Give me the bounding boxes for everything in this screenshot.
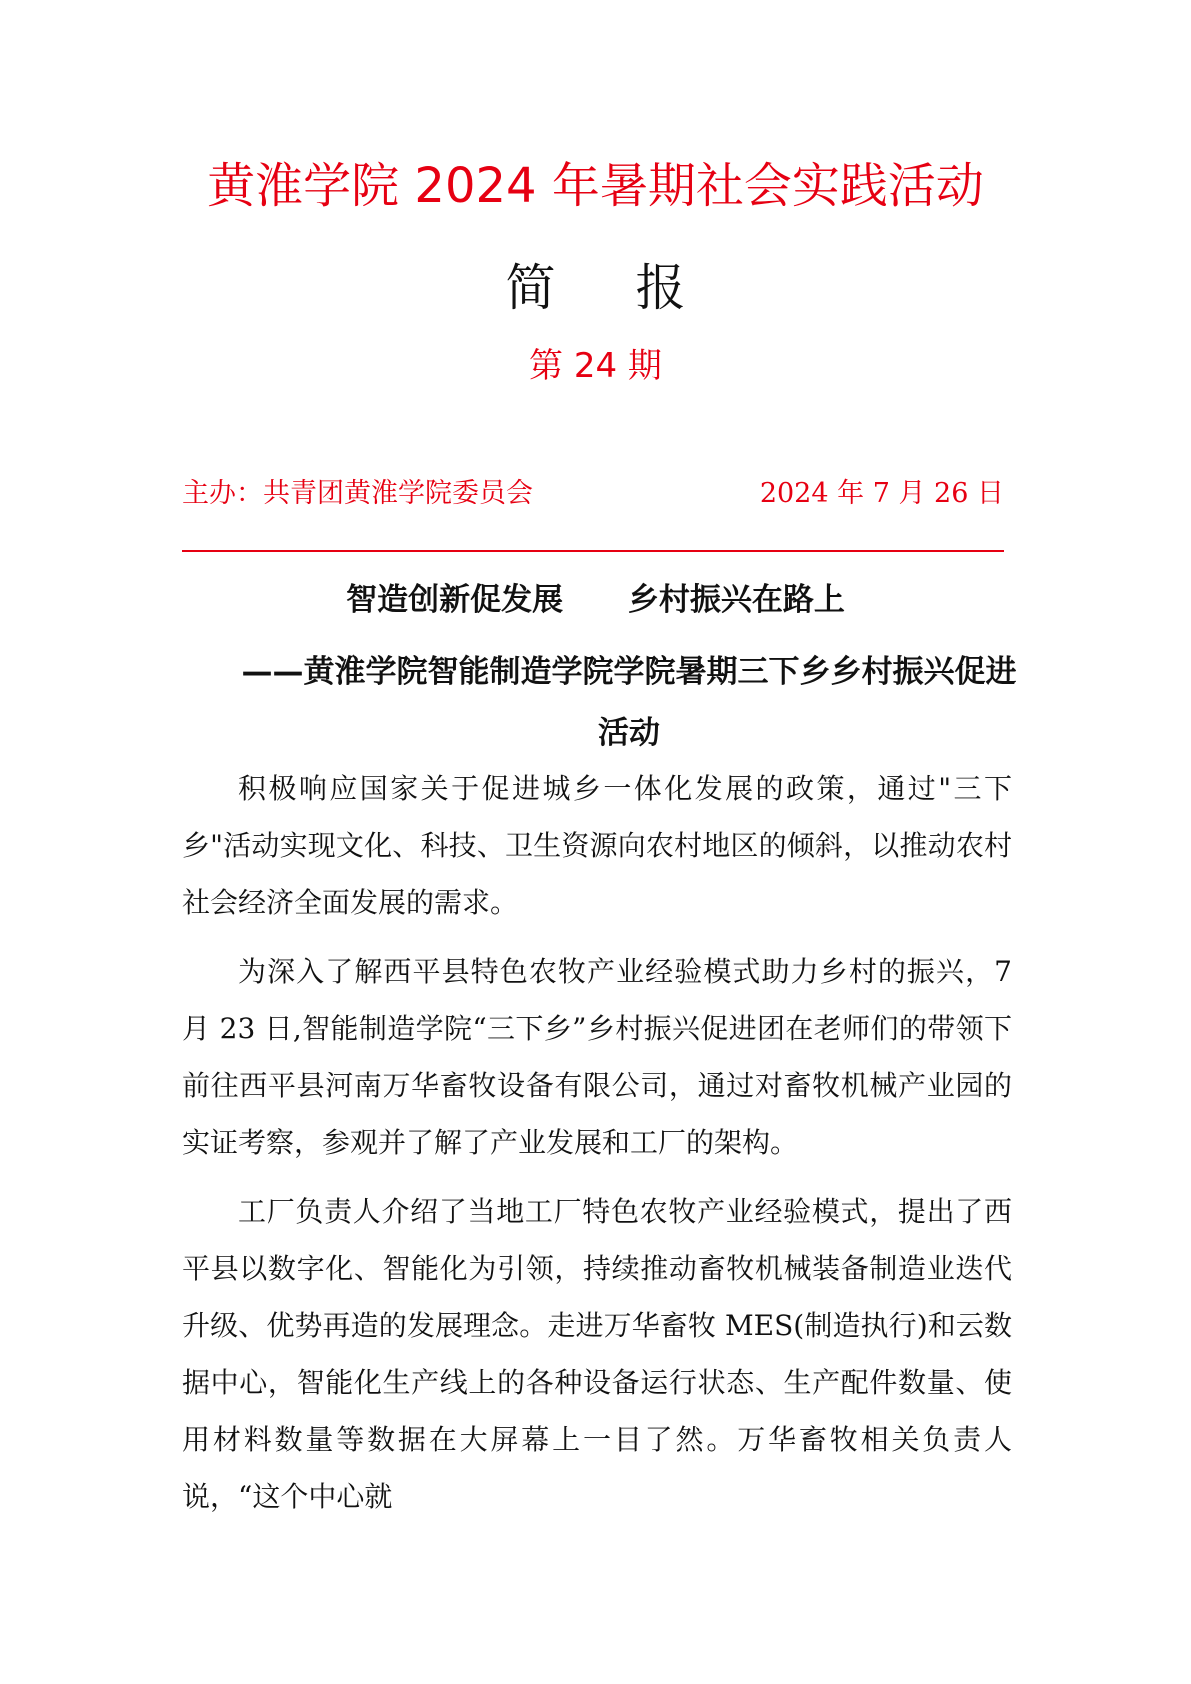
issue-number: 第 24 期 [529,346,662,386]
bulletin-title: 黄淮学院 2024 年暑期社会实践活动 [207,158,984,214]
bulletin-subtitle: 简报 [505,259,766,317]
sponsor-row [182,474,1004,514]
article-body [182,760,1012,1537]
paragraph: 为深入了解西平县特色农牧产业经验模式助力乡村的振兴，7 月 23 日,智能制造学院“三下乡”乡村振兴促进团在老师们的带领下前往西平县河南万华畜牧设备有限公司，通过对畜牧机械产业园的实证考察，参观并了解了产业发展和工厂的架构。 [182,955,1012,1159]
sponsor-label: 主办：共青团黄淮学院委员会 [182,478,533,509]
article-subheadline: ——黄淮学院智能制造学院学院暑期三下乡乡村振兴促进活动 [241,654,1017,751]
paragraph: 积极响应国家关于促进城乡一体化发展的政策，通过"三下乡"活动实现文化、科技、卫生资源向农村地区的倾斜，以推动农村社会经济全面发展的需求。 [182,772,1012,919]
article-headline: 智造创新促发展 乡村振兴在路上 [346,582,845,618]
header-divider [182,550,1004,552]
publish-date: 2024 年 7 月 26 日 [759,478,1004,509]
paragraph: 工厂负责人介绍了当地工厂特色农牧产业经验模式，提出了西平县以数字化、智能化为引领，持续推动畜牧机械装备制造业迭代升级、优势再造的发展理念。走进万华畜牧 MES(制造执行)和云数据中心，智能化生产线上的各种设备运行状态、生产配件数量、使用材料数量等数据在大屏幕上一目了然。万华畜牧相关负责人说，“这个中心就 [182,1195,1012,1513]
